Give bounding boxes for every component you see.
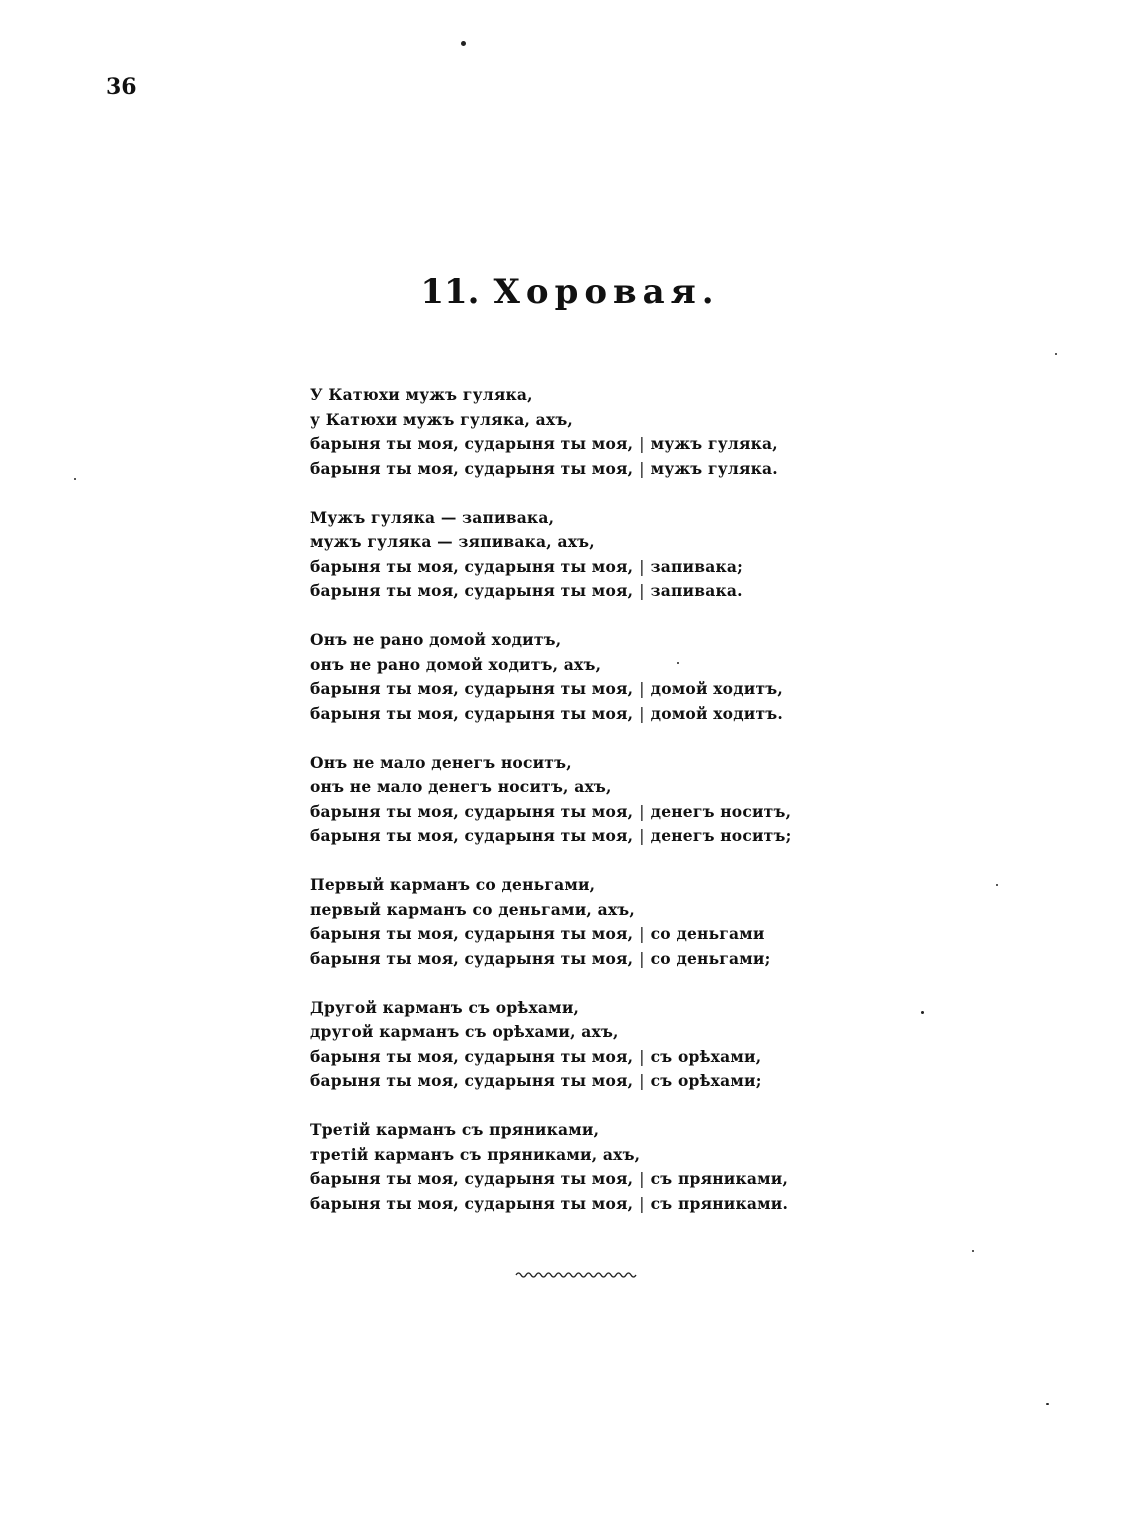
verse-line bbox=[310, 628, 930, 653]
verse-line bbox=[310, 1045, 930, 1070]
verse-line bbox=[310, 506, 930, 531]
verse-line bbox=[310, 947, 930, 972]
ornament-divider bbox=[514, 1268, 640, 1282]
refrain-separator: | bbox=[639, 557, 645, 576]
stanza bbox=[310, 751, 930, 849]
song-text bbox=[310, 383, 930, 1241]
verse-line bbox=[310, 432, 930, 457]
verse-text: третій карманъ съ пряниками, ахъ, bbox=[310, 1144, 641, 1164]
verse-line bbox=[310, 677, 930, 702]
verse-line bbox=[310, 530, 930, 555]
refrain-text: денегъ носитъ, bbox=[650, 801, 792, 821]
refrain-text: мужъ гуляка, bbox=[650, 434, 778, 453]
verse-line bbox=[310, 1118, 930, 1143]
song-number: 11. bbox=[420, 272, 480, 312]
verse-text: У Катюхи мужъ гуляка, bbox=[310, 385, 533, 404]
refrain-text: со деньгами; bbox=[650, 948, 771, 968]
scan-speck bbox=[461, 41, 466, 46]
verse-line bbox=[310, 1192, 930, 1217]
refrain-text: съ пряниками. bbox=[650, 1193, 789, 1213]
verse-text: барыня ты моя, сударыня ты моя, bbox=[310, 801, 634, 821]
verse-text: барыня ты моя, сударыня ты моя, bbox=[310, 924, 634, 943]
scan-speck bbox=[1055, 353, 1057, 355]
verse-line bbox=[310, 555, 930, 580]
verse-line bbox=[310, 922, 930, 947]
verse-text: Онъ не рано домой ходитъ, bbox=[310, 630, 562, 649]
verse-text: барыня ты моя, сударыня ты моя, bbox=[310, 948, 634, 968]
refrain-text: съ орѣхами; bbox=[650, 1071, 762, 1090]
stanza bbox=[310, 506, 930, 604]
refrain-text: домой ходитъ, bbox=[650, 679, 783, 698]
verse-text: барыня ты моя, сударыня ты моя, bbox=[310, 1071, 634, 1090]
song-title-text: Хоровая. bbox=[493, 272, 720, 312]
refrain-text: запивака; bbox=[650, 556, 744, 576]
refrain-text: съ орѣхами, bbox=[650, 1046, 762, 1066]
verse-text: барыня ты моя, сударыня ты моя, bbox=[310, 1169, 634, 1188]
refrain-separator: | bbox=[639, 582, 645, 600]
verse-line bbox=[310, 751, 930, 776]
verse-text: барыня ты моя, сударыня ты моя, bbox=[310, 826, 634, 845]
verse-text: Онъ не мало денегъ носитъ, bbox=[310, 752, 572, 772]
verse-text: барыня ты моя, сударыня ты моя, bbox=[310, 1046, 634, 1066]
scan-speck bbox=[972, 1250, 974, 1252]
refrain-separator: | bbox=[639, 704, 645, 723]
song-title bbox=[0, 272, 1140, 312]
refrain-separator: | bbox=[639, 1047, 645, 1066]
verse-line bbox=[310, 408, 930, 433]
verse-line bbox=[310, 898, 930, 923]
verse-text: барыня ты моя, сударыня ты моя, bbox=[310, 703, 634, 723]
verse-line bbox=[310, 579, 930, 604]
verse-line bbox=[310, 873, 930, 898]
verse-text: барыня ты моя, сударыня ты моя, bbox=[310, 679, 634, 698]
refrain-separator: | bbox=[639, 827, 645, 845]
scan-speck bbox=[921, 1011, 924, 1014]
refrain-separator: | bbox=[639, 1170, 645, 1188]
page-number: 36 bbox=[106, 74, 137, 100]
verse-text: Третій карманъ съ пряниками, bbox=[310, 1120, 600, 1139]
refrain-text: запивака. bbox=[650, 581, 743, 600]
refrain-separator: | bbox=[639, 435, 645, 453]
stanza bbox=[310, 873, 930, 971]
verse-line bbox=[310, 1167, 930, 1192]
verse-text: Другой карманъ съ орѣхами, bbox=[310, 997, 580, 1017]
verse-line bbox=[310, 1143, 930, 1168]
verse-text: онъ не рано домой ходитъ, ахъ, bbox=[310, 654, 602, 674]
verse-line bbox=[310, 457, 930, 482]
refrain-text: со деньгами bbox=[650, 924, 765, 943]
refrain-text: съ пряниками, bbox=[650, 1169, 789, 1188]
verse-text: барыня ты моя, сударыня ты моя, bbox=[310, 434, 634, 453]
verse-text: другой карманъ съ орѣхами, ахъ, bbox=[310, 1022, 619, 1041]
refrain-separator: | bbox=[639, 680, 645, 698]
verse-line bbox=[310, 653, 930, 678]
verse-line bbox=[310, 800, 930, 825]
refrain-separator: | bbox=[639, 1194, 645, 1213]
verse-line bbox=[310, 824, 930, 849]
verse-line bbox=[310, 1020, 930, 1045]
stanza bbox=[310, 1118, 930, 1216]
verse-line bbox=[310, 702, 930, 727]
verse-text: Мужъ гуляка — запивака, bbox=[310, 507, 555, 527]
refrain-separator: | bbox=[639, 1072, 645, 1090]
refrain-separator: | bbox=[639, 949, 645, 968]
verse-text: барыня ты моя, сударыня ты моя, bbox=[310, 1193, 634, 1213]
scan-speck bbox=[1046, 1403, 1049, 1405]
stanza bbox=[310, 628, 930, 726]
verse-text: онъ не мало денегъ носитъ, ахъ, bbox=[310, 777, 612, 796]
scan-speck bbox=[74, 478, 76, 480]
scan-speck bbox=[677, 662, 679, 664]
verse-text: Первый карманъ со деньгами, bbox=[310, 875, 596, 894]
verse-line bbox=[310, 383, 930, 408]
verse-text: барыня ты моя, сударыня ты моя, bbox=[310, 581, 634, 600]
stanza bbox=[310, 383, 930, 481]
verse-text: барыня ты моя, сударыня ты моя, bbox=[310, 556, 634, 576]
verse-text: первый карманъ со деньгами, ахъ, bbox=[310, 899, 635, 919]
refrain-separator: | bbox=[639, 925, 645, 943]
refrain-text: мужъ гуляка. bbox=[650, 458, 778, 478]
stanza bbox=[310, 996, 930, 1094]
verse-line bbox=[310, 996, 930, 1021]
refrain-text: домой ходитъ. bbox=[650, 703, 783, 723]
verse-text: мужъ гуляка — зяпивака, ахъ, bbox=[310, 532, 595, 551]
scan-speck bbox=[996, 884, 998, 886]
refrain-text: денегъ носитъ; bbox=[650, 826, 792, 845]
refrain-separator: | bbox=[639, 802, 645, 821]
verse-line bbox=[310, 1069, 930, 1094]
verse-text: у Катюхи мужъ гуляка, ахъ, bbox=[310, 409, 574, 429]
verse-text: барыня ты моя, сударыня ты моя, bbox=[310, 458, 634, 478]
refrain-separator: | bbox=[639, 459, 645, 478]
verse-line bbox=[310, 775, 930, 800]
